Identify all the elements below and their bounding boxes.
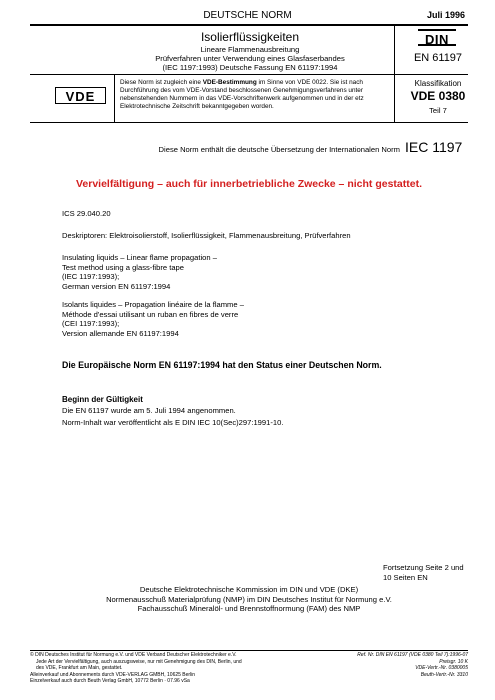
vde-notice-bold: VDE-Bestimmung (202, 79, 257, 86)
french-title-line: Méthode d'essai utilisant un ruban en fibres de verre (62, 309, 239, 319)
english-title-line: Test method using a glass-fibre tape (62, 262, 184, 272)
subtitle-1: Lineare Flammenausbreitung (200, 45, 300, 54)
english-title (62, 253, 362, 291)
validity-line-1: Die EN 61197 wurde am 5. Juli 1994 angenommen. (62, 406, 236, 415)
committee-line: Normenausschuß Materialprüfung (NMP) im DIN Deutsches Institut für Normung e.V. (106, 594, 392, 604)
continuation-line: Fortsetzung Seite 2 und (383, 563, 464, 572)
footer-left-line: Jede Art der Vervielfältigung, auch auszugsweise, nur mit Genehmigung des DIN, Berlin, und (36, 658, 242, 665)
descriptors: Deskriptoren: Elektroisolierstoff, Isolierflüssigkeit, Flammenausbreitung, Prüfverfahren (62, 231, 351, 240)
french-title-line: Version allemande EN 61197:1994 (62, 328, 179, 338)
subtitle-3: (IEC 1197:1993) Deutsche Fassung EN 61197:1994 (162, 63, 338, 72)
translation-note: Diese Norm enthält die deutsche Übersetzung der Internationalen Norm (158, 145, 400, 154)
english-title-line: Insulating liquids – Linear flame propagation – (62, 253, 217, 262)
vde-notice-pre: Diese Norm ist zugleich eine (120, 79, 203, 86)
subtitle-2: Prüfverfahren unter Verwendung eines Glasfaserbandes (155, 54, 345, 63)
footer-rule (30, 650, 468, 651)
din-logo-text: DIN (425, 32, 449, 47)
committees (30, 585, 468, 614)
iec-number: IEC 1197 (405, 139, 463, 155)
vde-logo (55, 87, 106, 104)
klassifikation-label: Klassifikation (414, 79, 462, 88)
vde-rule (30, 122, 468, 123)
vde-notice (120, 79, 390, 111)
french-title-line: Isolants liquides – Propagation linéaire de la flamme – (62, 300, 244, 309)
vde-divider-right (394, 74, 395, 122)
footer-reference (308, 652, 468, 678)
continuation-note (383, 563, 464, 582)
din-logo (418, 29, 456, 46)
header-rule (30, 24, 468, 26)
vde-logo-text: VDE (65, 89, 96, 104)
footer-right-line: Preisgr. 10 K (439, 658, 468, 665)
teil-label: Teil 7 (429, 106, 447, 115)
publication-date: Juli 1996 (426, 10, 465, 20)
validity-line-2: Norm-Inhalt war veröffentlicht als E DIN IEC 10(Sec)297:1991-10. (62, 418, 284, 427)
english-title-line: German version EN 61197:1994 (62, 281, 171, 291)
footer-left-line: © DIN Deutsches Institut für Normung e.V. und VDE Verband Deutscher Elektrotechniker e.V. (30, 652, 237, 658)
footer-right-line: Ref. Nr. DIN EN 61197 (VDE 0380 Teil 7):1996-07 (357, 652, 468, 658)
din-divider (394, 26, 395, 74)
en-number: EN 61197 (413, 52, 463, 64)
footer-right-line: VDE-Vertr.-Nr. 0380005 (415, 665, 468, 672)
validity-heading: Beginn der Gültigkeit (62, 395, 143, 404)
vde-classification-number: VDE 0380 (410, 89, 466, 103)
status-statement: Die Europäische Norm EN 61197:1994 hat den Status einer Deutschen Norm. (62, 360, 382, 370)
footer-left-line: Alleinverkauf und Abonnements durch VDE-VERLAG GMBH, 10625 Berlin (30, 671, 196, 678)
title-rule (30, 74, 468, 75)
page-title: Isolierflüssigkeiten (200, 30, 300, 44)
continuation-line: 10 Seiten EN (383, 572, 428, 582)
reproduction-warning: Vervielfältigung – auch für innerbetriebliche Zwecke – nicht gestattet. (75, 178, 422, 190)
committee-line: Fachausschuß Mineralöl- und Brennstoffnormung (FAM) des NMP (137, 604, 361, 613)
footer-left-line: des VDE, Frankfurt am Main, gestattet. (36, 665, 123, 672)
footer-copyright (30, 652, 330, 685)
french-title (62, 300, 362, 338)
vde-divider-left (114, 74, 115, 122)
footer-right-line: Beuth-Vertr.-Nr. 3310 (420, 671, 468, 678)
english-title-line: (IEC 1197:1993); (62, 272, 120, 282)
footer-left-line: Einzelverkauf auch durch Beuth Verlag GmbH, 10772 Berlin · 07.96 vSa (30, 678, 190, 685)
norm-label: DEUTSCHE NORM (203, 10, 292, 21)
vde-notice-post: im Sinne von VDE 0022. Sie ist nach Durchführung des vom VDE-Vorstand beschlossenen Genehmigungsverfahrens unter nebenstehenden Nummern in das VDE-Vorschriftenwerk aufgenommen und in der etz Elektrotechnische Zeitschrift bekanntgegeben worden. (120, 79, 364, 110)
ics-code: ICS 29.040.20 (62, 209, 111, 218)
french-title-line: (CEI 1197:1993); (62, 319, 120, 329)
committee-line: Deutsche Elektrotechnische Kommission im DIN und VDE (DKE) (139, 585, 359, 594)
